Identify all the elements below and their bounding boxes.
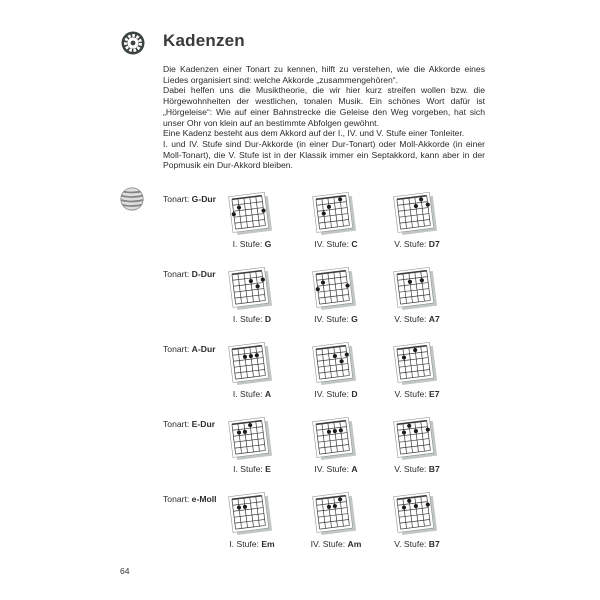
- tonart-label: [163, 269, 216, 279]
- chord-label: V. Stufe: B7: [394, 539, 440, 549]
- chord-diagram: [391, 189, 442, 240]
- intro-text: [163, 64, 485, 171]
- kadenz-row-e-moll: [0, 492, 600, 566]
- chord-cell: [295, 192, 377, 249]
- chord-label: V. Stufe: B7: [394, 464, 440, 474]
- chord-cell: [211, 192, 293, 249]
- chord-diagram: [310, 189, 361, 240]
- chord-cell: [211, 417, 293, 474]
- tonart-label: [163, 494, 217, 504]
- tonart-label: [163, 344, 216, 354]
- chord-label: I. Stufe: G: [232, 239, 272, 249]
- chord-diagram: [310, 489, 361, 540]
- tonart-prefix: Tonart:: [163, 269, 190, 279]
- chord-diagram: [391, 489, 442, 540]
- chord-diagram: [391, 339, 442, 390]
- chord-cell: [295, 492, 377, 549]
- chord-label: I. Stufe: Em: [229, 539, 275, 549]
- chord-label: I. Stufe: A: [232, 389, 272, 399]
- chord-cell: [376, 267, 458, 324]
- kadenz-row-d-dur: [0, 267, 600, 341]
- chord-label: V. Stufe: A7: [394, 314, 440, 324]
- kadenz-row-a-dur: [0, 342, 600, 416]
- chord-diagram: [310, 264, 361, 315]
- chord-diagram: [226, 264, 277, 315]
- kadenz-row-g-dur: [0, 192, 600, 266]
- intro-paragraph: I. und IV. Stufe sind Dur-Akkorde (in einer Dur-Tonart) oder Moll-Akkorde (in einer Moll-Tonart), die V. Stufe ist in der Klassik immer ein Septakkord, kann aber in der Popmusik ein Dur-Akkord bleiben.: [163, 138, 485, 171]
- chord-cell: [211, 342, 293, 399]
- intro-paragraph: Dabei helfen uns die Musiktheorie, die wir hier kurz streifen wollen bzw. die Hörgewohnheiten der westlichen, tonalen Musik. Ein schönes Wort dafür ist „Hörgeleise“: Wie auf einer Bahnstrecke die Geleise den Weg vorgeben, hat sich unser Ohr von klein auf an bestimmte Abfolgen gewöhnt.: [163, 85, 485, 128]
- chord-cell: [211, 492, 293, 549]
- chord-cell: [295, 267, 377, 324]
- chord-diagram: [391, 414, 442, 465]
- page-number: 64: [120, 566, 130, 576]
- tonart-value: E-Dur: [191, 419, 216, 429]
- chord-cell: [295, 342, 377, 399]
- chord-diagram: [391, 264, 442, 315]
- chord-cell: [376, 492, 458, 549]
- chord-label: IV. Stufe: G: [314, 314, 358, 324]
- tonart-prefix: Tonart:: [163, 419, 190, 429]
- chord-cell: [376, 417, 458, 474]
- tonart-prefix: Tonart:: [163, 494, 190, 504]
- tonart-value: A-Dur: [191, 344, 216, 354]
- chord-label: I. Stufe: E: [233, 464, 271, 474]
- chord-diagram: [310, 414, 361, 465]
- page-title: Kadenzen: [163, 31, 245, 50]
- chord-diagram: [310, 339, 361, 390]
- chord-diagram: [226, 189, 277, 240]
- chord-label: IV. Stufe: Am: [310, 539, 362, 549]
- kadenz-row-e-dur: [0, 417, 600, 491]
- chord-cell: [376, 192, 458, 249]
- intro-paragraph: Eine Kadenz besteht aus dem Akkord auf der I., IV. und V. Stufe einer Tonleiter.: [163, 128, 465, 139]
- chord-diagram: [226, 489, 277, 540]
- tonart-value: D-Dur: [191, 269, 216, 279]
- gear-icon: [120, 30, 146, 56]
- tonart-label: [163, 419, 215, 429]
- chord-diagram: [226, 414, 277, 465]
- tonart-value: e-Moll: [191, 494, 217, 504]
- chord-label: IV. Stufe: D: [314, 389, 358, 399]
- chord-label: IV. Stufe: A: [314, 464, 358, 474]
- intro-paragraph: Die Kadenzen einer Tonart zu kennen, hilft zu verstehen, wie die Akkorde eines Liedes organisiert sind: welche Akkorde „zusammengehören“.: [163, 64, 485, 85]
- chord-label: V. Stufe: E7: [394, 389, 440, 399]
- chord-label: V. Stufe: D7: [394, 239, 440, 249]
- tonart-label: [163, 194, 216, 204]
- chord-cell: [211, 267, 293, 324]
- tonart-prefix: Tonart:: [163, 344, 190, 354]
- tonart-prefix: Tonart:: [163, 194, 190, 204]
- tonart-value: G-Dur: [191, 194, 217, 204]
- chord-cell: [376, 342, 458, 399]
- chord-label: I. Stufe: D: [232, 314, 272, 324]
- chord-cell: [295, 417, 377, 474]
- chord-diagram: [226, 339, 277, 390]
- chord-label: IV. Stufe: C: [314, 239, 358, 249]
